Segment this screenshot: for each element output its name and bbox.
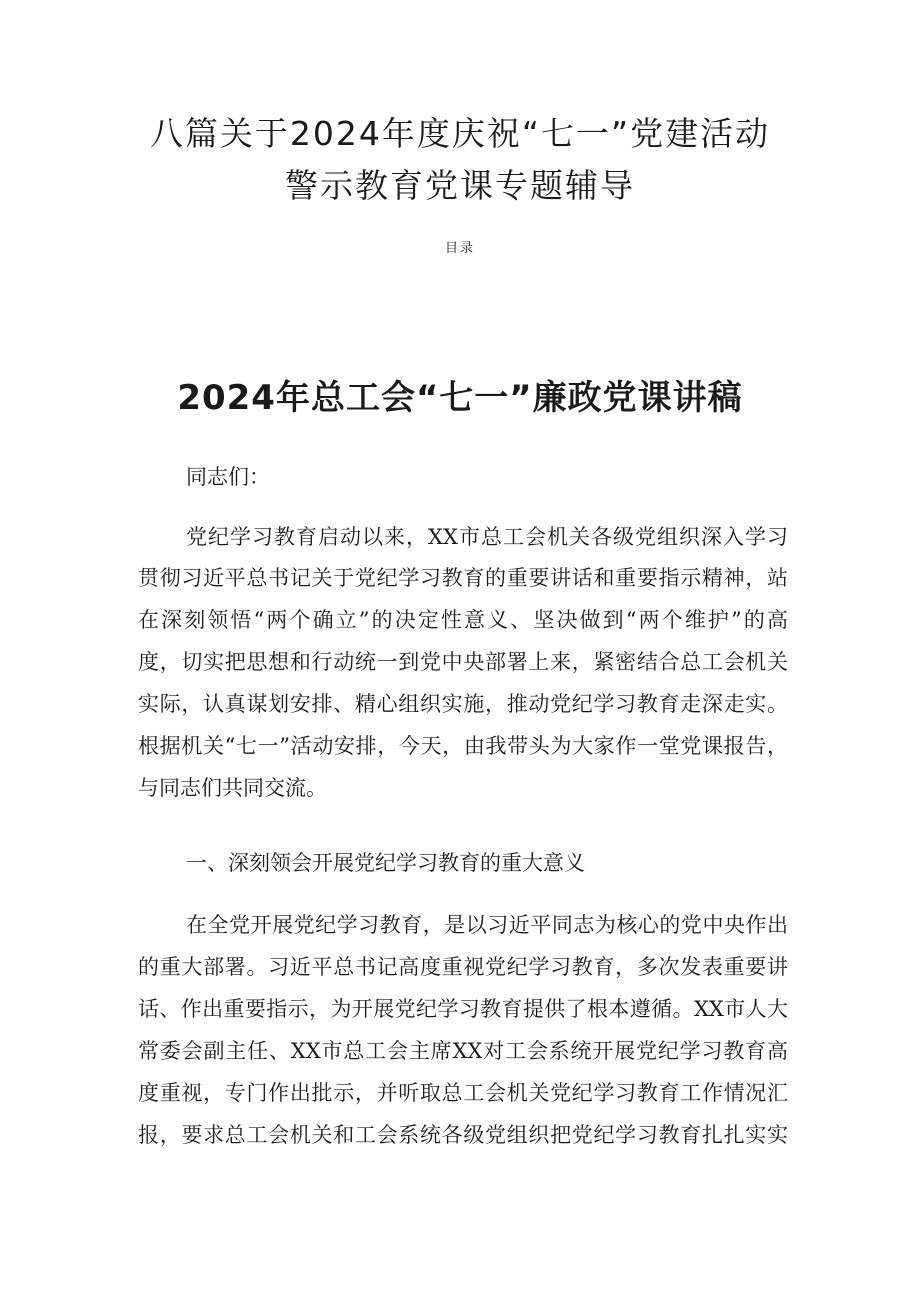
paragraph-2-line: 常委会副主任、XX市总工会主席XX对工会系统开展党纪学习教育高 (138, 1039, 788, 1063)
speech-title: 2024年总工会“七一”廉政党课讲稿 (177, 378, 743, 418)
paragraph-2-line: 度重视，专门作出批示，并听取总工会机关党纪学习教育工作情况汇 (138, 1081, 788, 1105)
paragraph-2-line: 的重大部署。习近平总书记高度重视党纪学习教育，多次发表重要讲 (138, 955, 788, 979)
table-of-contents-label: 目录 (444, 241, 475, 256)
paragraph-2-line: 在全党开展党纪学习教育，是以习近平同志为核心的党中央作出 (186, 913, 788, 937)
paragraph-2-line: 报，要求总工会机关和工会系统各级党组织把党纪学习教育扎扎实实 (138, 1123, 788, 1147)
paragraph-2-line: 话、作出重要指示，为开展党纪学习教育提供了根本遵循。XX市人大 (138, 997, 788, 1021)
paragraph-1-line: 根据机关“七一”活动安排，今天，由我带头为大家作一堂党课报告， (138, 734, 788, 758)
paragraph-1-line: 实际，认真谋划安排、精心组织实施，推动党纪学习教育走深走实。 (138, 692, 788, 716)
paragraph-1-line: 贯彻习近平总书记关于党纪学习教育的重要讲话和重要指示精神，站 (138, 566, 788, 590)
paragraph-1-line: 与同志们共同交流。 (138, 776, 327, 800)
document-title-line-2: 警示教育党课专题辅导 (285, 166, 635, 205)
paragraph-1-line: 度，切实把思想和行动统一到党中央部署上来，紧密结合总工会机关 (138, 650, 788, 674)
salutation: 同志们： (186, 465, 270, 489)
paragraph-1-line: 在深刻领悟“两个确立”的决定性意义、坚决做到“两个维护”的高 (138, 608, 788, 632)
paragraph-1-line: 党纪学习教育启动以来，XX市总工会机关各级党组织深入学习 (186, 525, 788, 549)
document-title-line-1: 八篇关于2024年度庆祝“七一”党建活动 (149, 114, 771, 153)
section-heading-1: 一、深刻领会开展党纪学习教育的重大意义 (186, 851, 585, 875)
